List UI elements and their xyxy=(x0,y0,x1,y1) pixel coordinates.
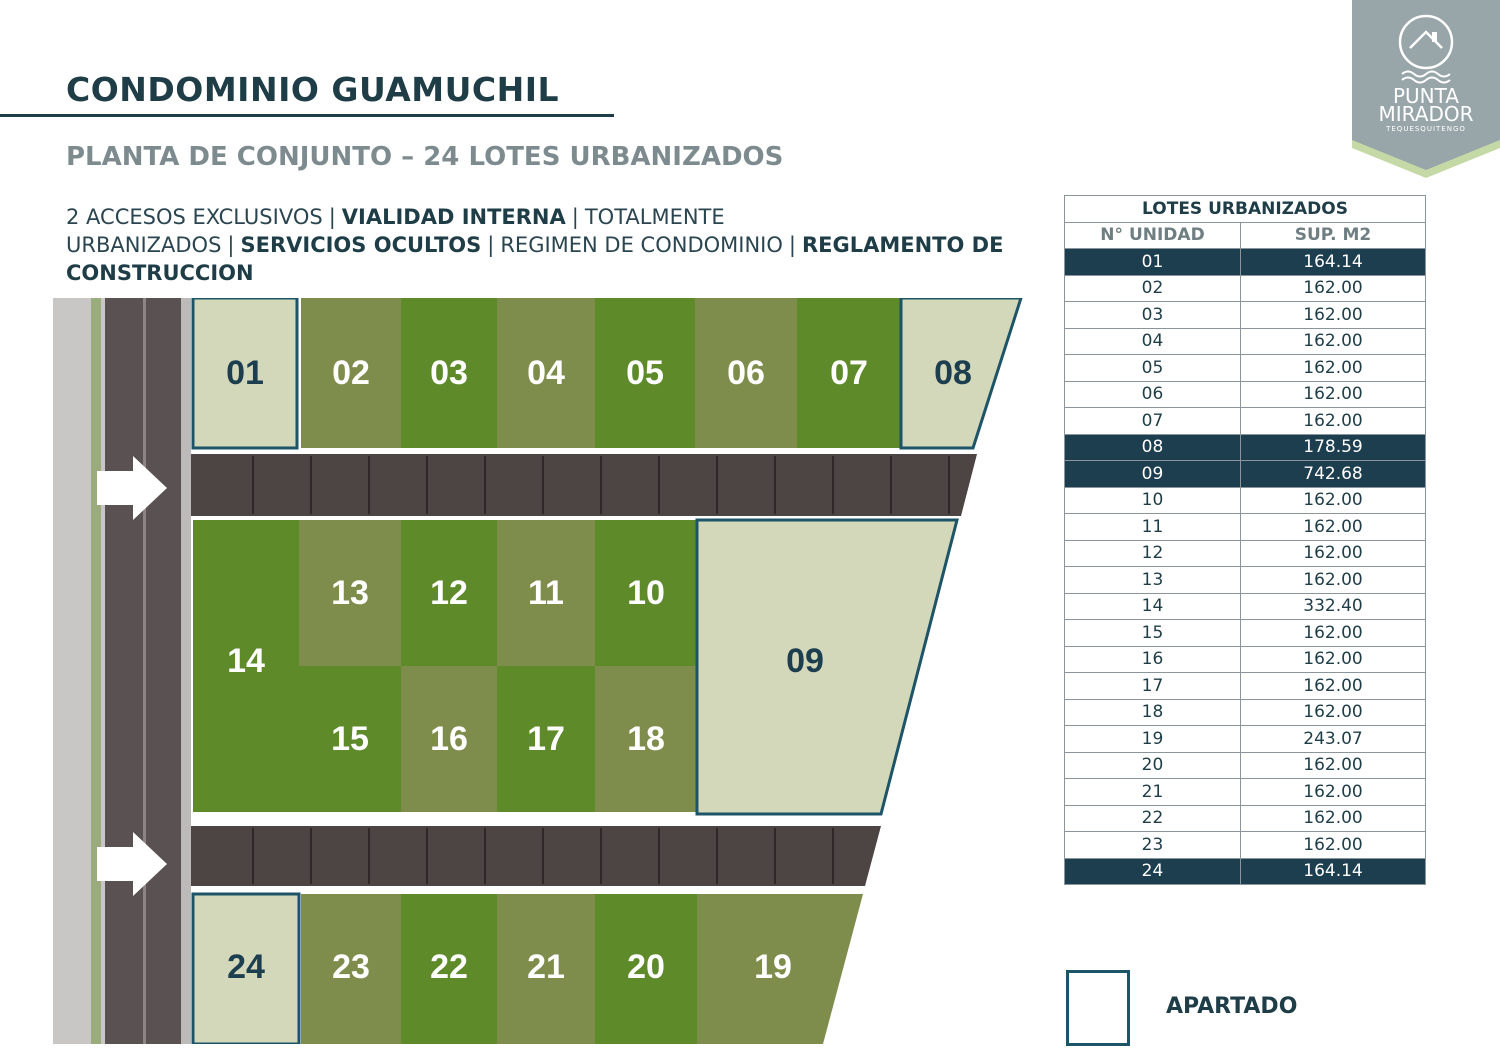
unit-cell: 05 xyxy=(1065,355,1241,382)
table-row xyxy=(1065,434,1426,461)
unit-cell: 12 xyxy=(1065,540,1241,567)
unit-cell: 18 xyxy=(1065,699,1241,726)
lot-label: 22 xyxy=(430,948,468,986)
area-cell: 162.00 xyxy=(1241,487,1426,514)
logo-line1: PUNTA xyxy=(1392,84,1460,108)
area-cell: 332.40 xyxy=(1241,593,1426,620)
lot-label: 05 xyxy=(626,354,664,392)
internal-road xyxy=(191,826,881,886)
lot-label: 03 xyxy=(430,354,468,392)
unit-cell: 14 xyxy=(1065,593,1241,620)
area-cell: 162.00 xyxy=(1241,620,1426,647)
punta-mirador-logo xyxy=(1352,0,1500,178)
unit-cell: 13 xyxy=(1065,567,1241,594)
col-unit-header: N° UNIDAD xyxy=(1065,222,1241,249)
table-row xyxy=(1065,620,1426,647)
unit-cell: 11 xyxy=(1065,514,1241,541)
table-row xyxy=(1065,726,1426,753)
table-row xyxy=(1065,381,1426,408)
unit-cell: 03 xyxy=(1065,302,1241,329)
feature-separator: | xyxy=(328,205,336,229)
unit-cell: 20 xyxy=(1065,752,1241,779)
feature-item: TOTALMENTE URBANIZADOS xyxy=(66,205,725,257)
area-cell: 162.00 xyxy=(1241,567,1426,594)
lot-label: 13 xyxy=(331,574,369,612)
area-cell: 162.00 xyxy=(1241,805,1426,832)
lot-label: 02 xyxy=(332,354,370,392)
col-area-header: SUP. M2 xyxy=(1241,222,1426,249)
logo-line3: TEQUESQUITENGO xyxy=(1386,125,1466,133)
unit-cell: 24 xyxy=(1065,858,1241,885)
area-cell: 162.00 xyxy=(1241,752,1426,779)
legend-swatch xyxy=(1066,970,1130,1046)
unit-cell: 17 xyxy=(1065,673,1241,700)
legend-label: APARTADO xyxy=(1166,994,1298,1019)
lot-label: 23 xyxy=(332,948,370,986)
logo-line2: MIRADOR xyxy=(1378,102,1474,126)
lot-label: 07 xyxy=(830,354,868,392)
lot-label: 20 xyxy=(627,948,665,986)
unit-cell: 15 xyxy=(1065,620,1241,647)
area-cell: 162.00 xyxy=(1241,832,1426,859)
table-row xyxy=(1065,673,1426,700)
table-row xyxy=(1065,249,1426,276)
page-subtitle: PLANTA DE CONJUNTO – 24 LOTES URBANIZADOS xyxy=(66,142,784,172)
unit-cell: 04 xyxy=(1065,328,1241,355)
area-cell: 164.14 xyxy=(1241,858,1426,885)
feature-separator: | xyxy=(487,233,495,257)
title-underline xyxy=(0,114,614,117)
internal-road xyxy=(191,454,977,516)
area-cell: 243.07 xyxy=(1241,726,1426,753)
page-title: CONDOMINIO GUAMUCHIL xyxy=(66,70,560,109)
lot-label: 11 xyxy=(528,574,564,612)
table-row xyxy=(1065,593,1426,620)
feature-item: SERVICIOS OCULTOS xyxy=(240,233,482,257)
lot-label: 16 xyxy=(430,720,468,758)
lot-label: 14 xyxy=(227,642,265,680)
table-row xyxy=(1065,832,1426,859)
table-row xyxy=(1065,302,1426,329)
area-cell: 162.00 xyxy=(1241,779,1426,806)
unit-cell: 19 xyxy=(1065,726,1241,753)
area-cell: 162.00 xyxy=(1241,514,1426,541)
area-cell: 742.68 xyxy=(1241,461,1426,488)
area-cell: 162.00 xyxy=(1241,673,1426,700)
area-cell: 162.00 xyxy=(1241,540,1426,567)
area-cell: 178.59 xyxy=(1241,434,1426,461)
lot-label: 19 xyxy=(754,948,792,986)
feature-item: REGLAMENTO DE CONSTRUCCION xyxy=(66,233,1004,285)
features-list xyxy=(66,203,1006,287)
unit-cell: 23 xyxy=(1065,832,1241,859)
table-row xyxy=(1065,514,1426,541)
table-title: LOTES URBANIZADOS xyxy=(1065,196,1426,223)
area-cell: 162.00 xyxy=(1241,381,1426,408)
unit-cell: 08 xyxy=(1065,434,1241,461)
lot-09-reserved xyxy=(697,520,957,814)
table-row xyxy=(1065,487,1426,514)
unit-cell: 06 xyxy=(1065,381,1241,408)
area-cell: 162.00 xyxy=(1241,328,1426,355)
table-row xyxy=(1065,858,1426,885)
lot-label: 18 xyxy=(627,720,665,758)
lots-table xyxy=(1064,195,1426,885)
table-row xyxy=(1065,328,1426,355)
lot-label: 06 xyxy=(727,354,765,392)
lot-label: 04 xyxy=(527,354,565,392)
site-plan xyxy=(53,298,1033,1044)
feature-item: VIALIDAD INTERNA xyxy=(341,205,566,229)
area-cell: 162.00 xyxy=(1241,302,1426,329)
area-cell: 162.00 xyxy=(1241,699,1426,726)
feature-item: 2 ACCESOS EXCLUSIVOS xyxy=(66,205,323,229)
unit-cell: 22 xyxy=(1065,805,1241,832)
lot-label: 08 xyxy=(934,354,972,392)
table-row xyxy=(1065,805,1426,832)
table-row xyxy=(1065,461,1426,488)
unit-cell: 10 xyxy=(1065,487,1241,514)
table-row xyxy=(1065,540,1426,567)
table-row xyxy=(1065,699,1426,726)
unit-cell: 01 xyxy=(1065,249,1241,276)
feature-item: REGIMEN DE CONDOMINIO xyxy=(500,233,783,257)
area-cell: 162.00 xyxy=(1241,646,1426,673)
feature-separator: | xyxy=(227,233,235,257)
table-row xyxy=(1065,752,1426,779)
unit-cell: 16 xyxy=(1065,646,1241,673)
table-row xyxy=(1065,646,1426,673)
unit-cell: 07 xyxy=(1065,408,1241,435)
feature-separator: | xyxy=(571,205,579,229)
feature-separator: | xyxy=(788,233,796,257)
lot-label: 21 xyxy=(527,948,565,986)
lot-label: 24 xyxy=(227,948,265,986)
table-row xyxy=(1065,275,1426,302)
lot-label: 17 xyxy=(527,720,565,758)
lot-label: 09 xyxy=(786,642,824,680)
table-row xyxy=(1065,408,1426,435)
area-cell: 164.14 xyxy=(1241,249,1426,276)
lot-label: 15 xyxy=(331,720,369,758)
area-cell: 162.00 xyxy=(1241,355,1426,382)
unit-cell: 21 xyxy=(1065,779,1241,806)
lot-label: 12 xyxy=(430,574,468,612)
area-cell: 162.00 xyxy=(1241,408,1426,435)
lot-label: 10 xyxy=(627,574,665,612)
table-row xyxy=(1065,355,1426,382)
unit-cell: 02 xyxy=(1065,275,1241,302)
lot-label: 01 xyxy=(226,354,264,392)
table-row xyxy=(1065,567,1426,594)
table-row xyxy=(1065,779,1426,806)
area-cell: 162.00 xyxy=(1241,275,1426,302)
unit-cell: 09 xyxy=(1065,461,1241,488)
